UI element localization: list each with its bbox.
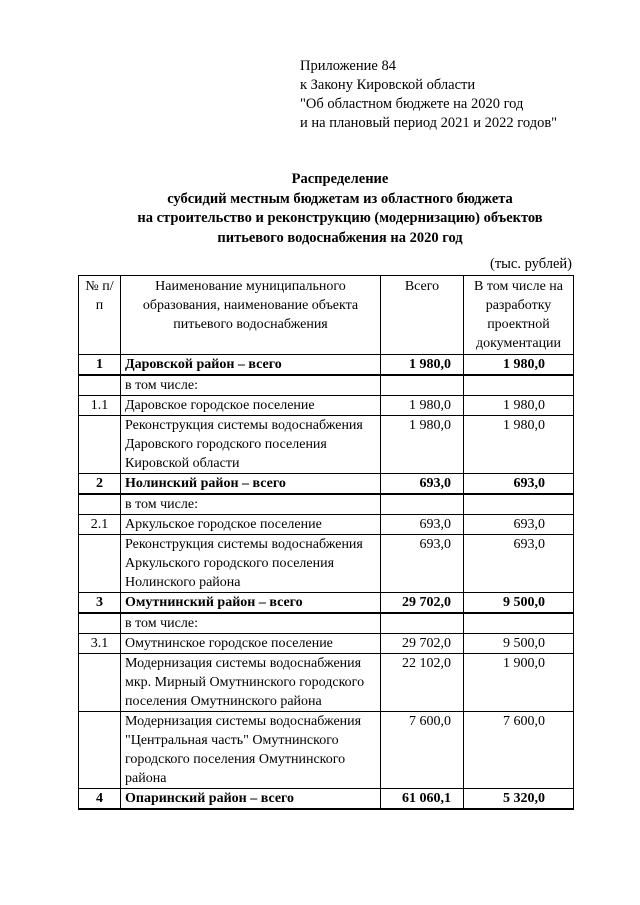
header-name: Наименование муниципального образования, наименование объекта питьевого водоснабжения (121, 276, 381, 355)
row-name: Даровской район – всего (121, 355, 381, 376)
row-name: Модернизация системы водоснабжения "Центральная часть" Омутнинского городского поселения Омутнинского района (121, 712, 381, 789)
row-name: в том числе: (121, 375, 381, 396)
appendix-line: и на плановый период 2021 и 2022 годов" (300, 115, 558, 131)
title-line: Распределение (291, 171, 389, 187)
title-line: субсидий местным бюджетам из областного бюджета (167, 190, 513, 207)
subsidy-table (78, 275, 574, 810)
table-row (79, 494, 574, 515)
table-header-row (79, 276, 574, 355)
header-design: В том числе на разработку проектной документации (464, 276, 574, 355)
row-total: 1 980,0 (381, 396, 464, 416)
table-row (79, 712, 574, 789)
row-number: 3 (79, 593, 121, 614)
row-name: Даровское городское поселение (121, 396, 381, 416)
title-line: питьевого водоснабжения на 2020 год (217, 229, 463, 246)
row-design (464, 375, 574, 396)
row-total: 1 980,0 (381, 416, 464, 474)
appendix-header (300, 57, 557, 133)
row-total (381, 494, 464, 515)
row-total: 61 060,1 (381, 789, 464, 810)
row-name: Омутнинское городское поселение (121, 634, 381, 654)
row-number (79, 416, 121, 474)
table-row (79, 593, 574, 614)
row-name: в том числе: (121, 613, 381, 634)
row-name: Реконструкция системы водоснабжения Даровского городского поселения Кировской области (121, 416, 381, 474)
row-design (464, 613, 574, 634)
row-design: 1 980,0 (464, 355, 574, 376)
row-total: 29 702,0 (381, 593, 464, 614)
row-design: 9 500,0 (464, 634, 574, 654)
table-row (79, 654, 574, 712)
row-design: 5 320,0 (464, 789, 574, 810)
table-row (79, 474, 574, 495)
row-name: в том числе: (121, 494, 381, 515)
row-number: 1.1 (79, 396, 121, 416)
row-name: Реконструкция системы водоснабжения Аркульского городского поселения Нолинского района (121, 535, 381, 593)
row-number: 2.1 (79, 515, 121, 535)
table-row (79, 416, 574, 474)
appendix-line: Приложение 84 (300, 58, 396, 74)
row-total: 1 980,0 (381, 355, 464, 376)
row-number: 2 (79, 474, 121, 495)
appendix-line: "Об областном бюджете на 2020 год (300, 96, 524, 112)
row-number (79, 535, 121, 593)
row-name: Опаринский район – всего (121, 789, 381, 810)
row-total: 693,0 (381, 474, 464, 495)
row-number: 3.1 (79, 634, 121, 654)
row-number (79, 375, 121, 396)
row-total: 693,0 (381, 535, 464, 593)
row-number (79, 712, 121, 789)
row-number (79, 613, 121, 634)
row-name: Нолинский район – всего (121, 474, 381, 495)
header-number: № п/п (79, 276, 121, 355)
document-title (70, 170, 610, 248)
row-total (381, 375, 464, 396)
row-name: Омутнинский район – всего (121, 593, 381, 614)
row-total: 7 600,0 (381, 712, 464, 789)
row-design: 1 980,0 (464, 416, 574, 474)
row-design: 7 600,0 (464, 712, 574, 789)
row-total: 22 102,0 (381, 654, 464, 712)
header-total: Всего (381, 276, 464, 355)
row-design: 1 900,0 (464, 654, 574, 712)
row-number (79, 494, 121, 515)
row-number: 4 (79, 789, 121, 810)
title-line: на строительство и реконструкцию (модернизацию) объектов (137, 210, 543, 226)
row-design: 9 500,0 (464, 593, 574, 614)
row-design: 693,0 (464, 535, 574, 593)
row-number: 1 (79, 355, 121, 376)
table-row (79, 375, 574, 396)
row-design: 693,0 (464, 515, 574, 535)
row-design: 1 980,0 (464, 396, 574, 416)
units-label: (тыс. рублей) (490, 256, 572, 272)
table-row (79, 789, 574, 810)
row-name: Модернизация системы водоснабжения мкр. Мирный Омутнинского городского поселения Омутнинского района (121, 654, 381, 712)
table-row (79, 355, 574, 376)
row-total (381, 613, 464, 634)
table-row (79, 535, 574, 593)
table-row (79, 613, 574, 634)
table-row (79, 396, 574, 416)
row-design (464, 494, 574, 515)
row-design: 693,0 (464, 474, 574, 495)
row-total: 693,0 (381, 515, 464, 535)
table-row (79, 515, 574, 535)
row-name: Аркульское городское поселение (121, 515, 381, 535)
table-row (79, 634, 574, 654)
row-total: 29 702,0 (381, 634, 464, 654)
appendix-line: к Закону Кировской области (300, 77, 476, 93)
row-number (79, 654, 121, 712)
